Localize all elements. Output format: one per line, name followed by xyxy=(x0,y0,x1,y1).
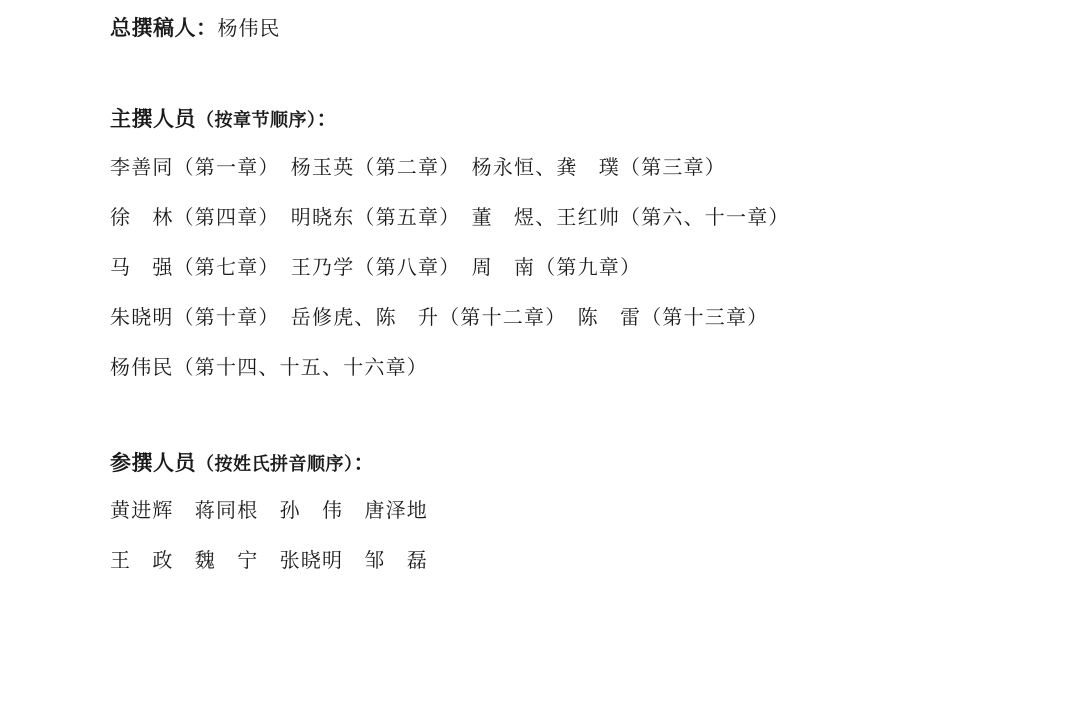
main-writers-line: 朱晓明（第十章） 岳修虎、陈 升（第十二章） 陈 雷（第十三章） xyxy=(110,304,769,329)
section-contributing-writers xyxy=(110,449,1008,573)
section-main-writers xyxy=(110,105,1008,379)
contributing-writers-line: 黄进辉 蒋同根 孙 伟 唐泽地 xyxy=(110,498,428,523)
contributing-writers-heading-qualifier: （按姓氏拼音顺序） xyxy=(196,453,354,475)
spacer-after-chief-writer xyxy=(110,43,1008,105)
main-writers-list xyxy=(110,154,1008,379)
contributing-writers-heading-label: 参撰人员 xyxy=(110,450,196,475)
main-writers-line: 李善同（第一章） 杨玉英（第二章） 杨永恒、龚 璞（第三章） xyxy=(110,154,726,179)
main-writers-heading-colon: ： xyxy=(316,107,338,132)
main-writers-line: 马 强（第七章） 王乃学（第八章） 周 南（第九章） xyxy=(110,254,642,279)
section-chief-writer xyxy=(110,14,1008,43)
main-writers-heading xyxy=(110,105,1008,134)
chief-writer-heading-colon: ： xyxy=(196,16,218,40)
chief-writer-name: 杨伟民 xyxy=(217,16,281,40)
contributing-writers-list xyxy=(110,498,1008,573)
chief-writer-heading xyxy=(110,14,1008,43)
main-writers-line: 杨伟民（第十四、十五、十六章） xyxy=(110,354,428,379)
chief-writer-heading-label: 总撰稿人 xyxy=(110,16,196,40)
contributing-writers-line: 王 政 魏 宁 张晓明 邹 磊 xyxy=(110,548,428,573)
contributing-writers-heading-colon: ： xyxy=(353,450,375,475)
spacer-after-main-writers xyxy=(110,377,1008,449)
main-writers-heading-label: 主撰人员 xyxy=(110,107,196,132)
contributing-writers-heading xyxy=(110,449,1008,478)
main-writers-heading-qualifier: （按章节顺序） xyxy=(196,110,317,132)
main-writers-line: 徐 林（第四章） 明晓东（第五章） 董 煜、王红帅（第六、十一章） xyxy=(110,204,790,229)
